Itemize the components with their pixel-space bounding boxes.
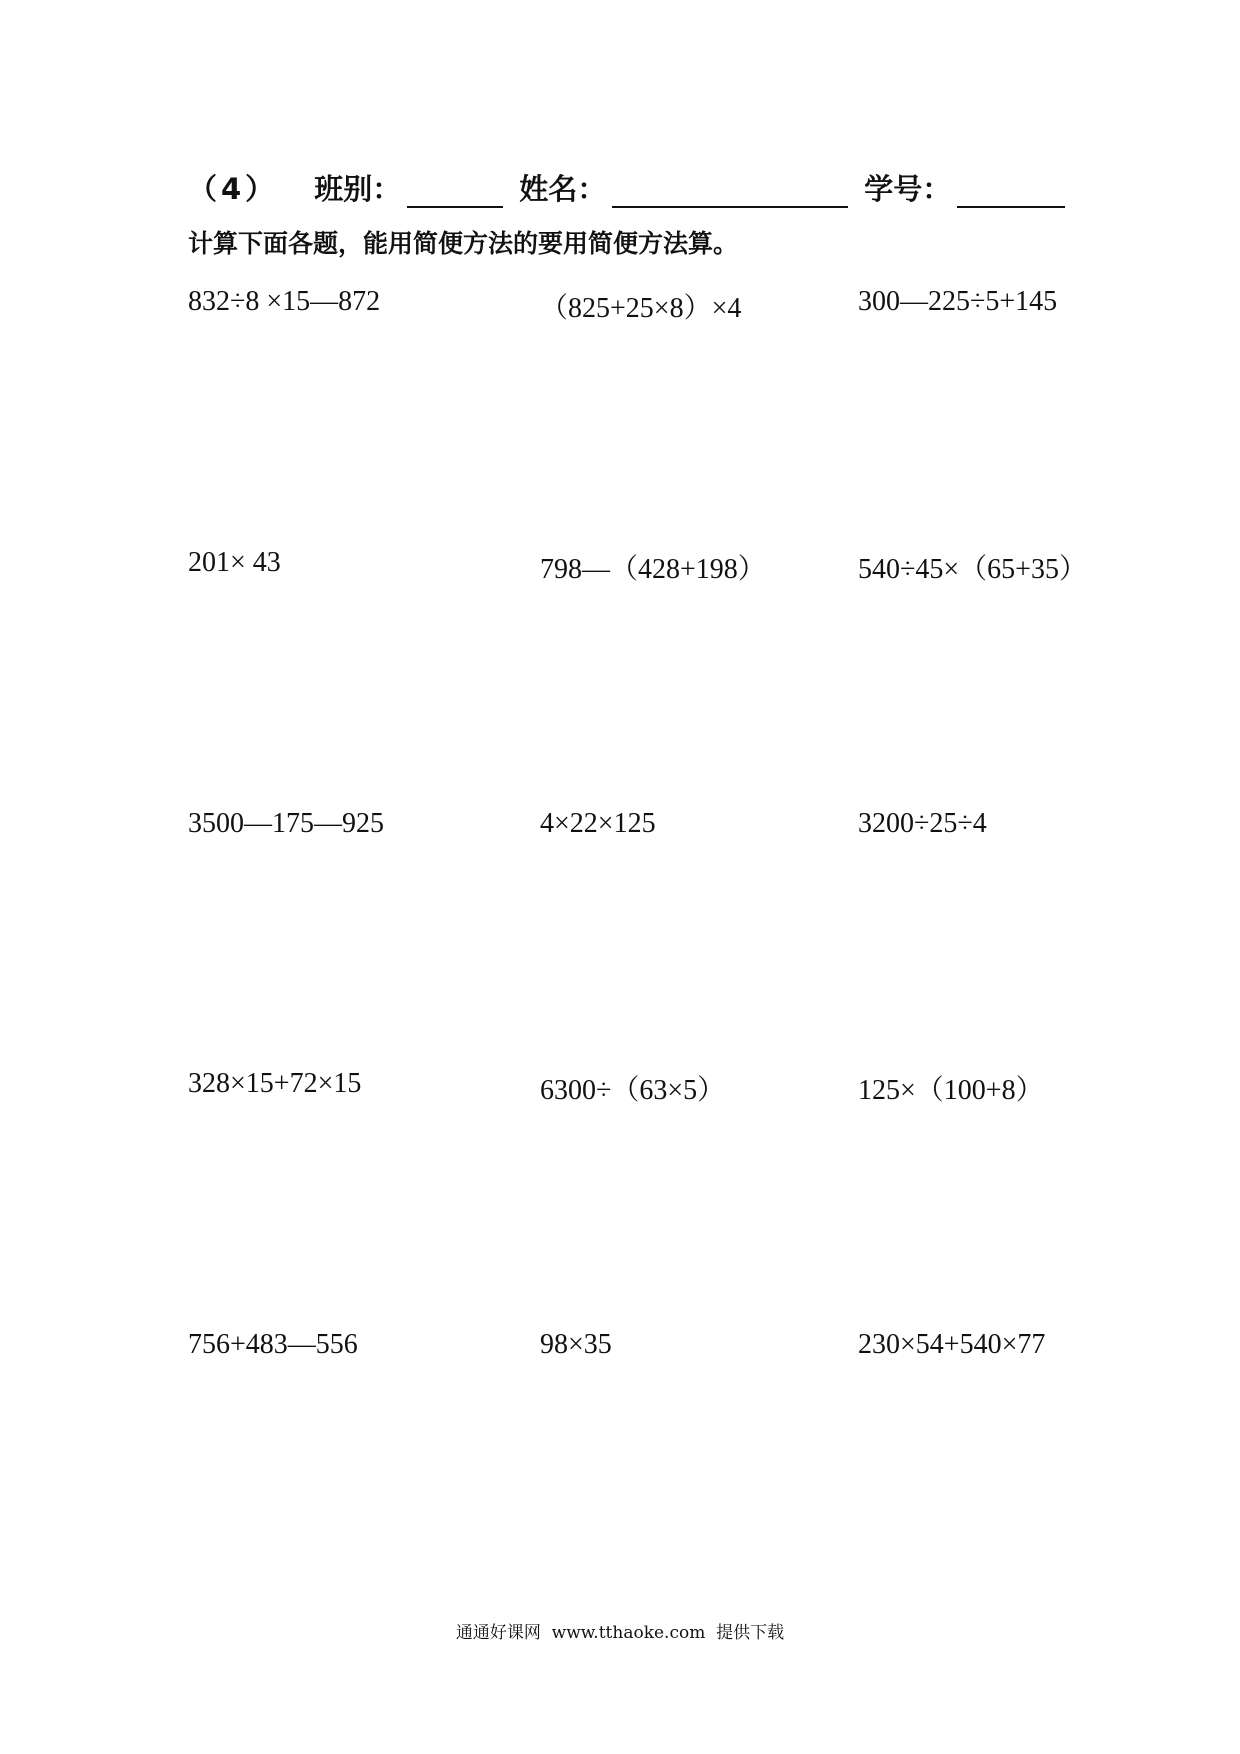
problem-r5c2: 98×35 (540, 1329, 612, 1360)
footer-source-text: 通通好课网 www.tthaoke.com 提供下载 (455, 1623, 785, 1643)
student-info-header (188, 158, 1081, 208)
problem-r4c3: 125×（100+8） (858, 1075, 1044, 1106)
problem-r1c3: 300—225÷5+145 (858, 286, 1058, 317)
student-id-blank-line (957, 172, 1065, 208)
problem-r2c3: 540÷45×（65+35） (858, 554, 1087, 585)
problem-r1c1: 832÷8 ×15—872 (188, 286, 381, 317)
problem-r4c2: 6300÷（63×5） (540, 1075, 726, 1106)
instruction-text: 计算下面各题，能用简便方法的要用简便方法算。 (188, 229, 739, 258)
problem-r3c1: 3500—175—925 (188, 808, 384, 839)
problem-r5c1: 756+483—556 (188, 1329, 358, 1360)
problem-r2c1: 201× 43 (188, 547, 281, 578)
problem-r5c3: 230×54+540×77 (858, 1329, 1046, 1360)
section-number: （4） (188, 172, 279, 206)
problem-r2c2: 798—（428+198） (540, 554, 766, 585)
name-label: 姓名： (519, 172, 607, 206)
class-label: 班别： (314, 172, 402, 206)
student-id-label: 学号： (864, 172, 952, 206)
problem-r1c2: （825+25×8）×4 (540, 293, 742, 324)
class-blank-line (407, 172, 503, 208)
problem-r3c2: 4×22×125 (540, 808, 656, 839)
problem-r4c1: 328×15+72×15 (188, 1068, 362, 1099)
problem-r3c3: 3200÷25÷4 (858, 808, 987, 839)
name-blank-line (612, 172, 848, 208)
